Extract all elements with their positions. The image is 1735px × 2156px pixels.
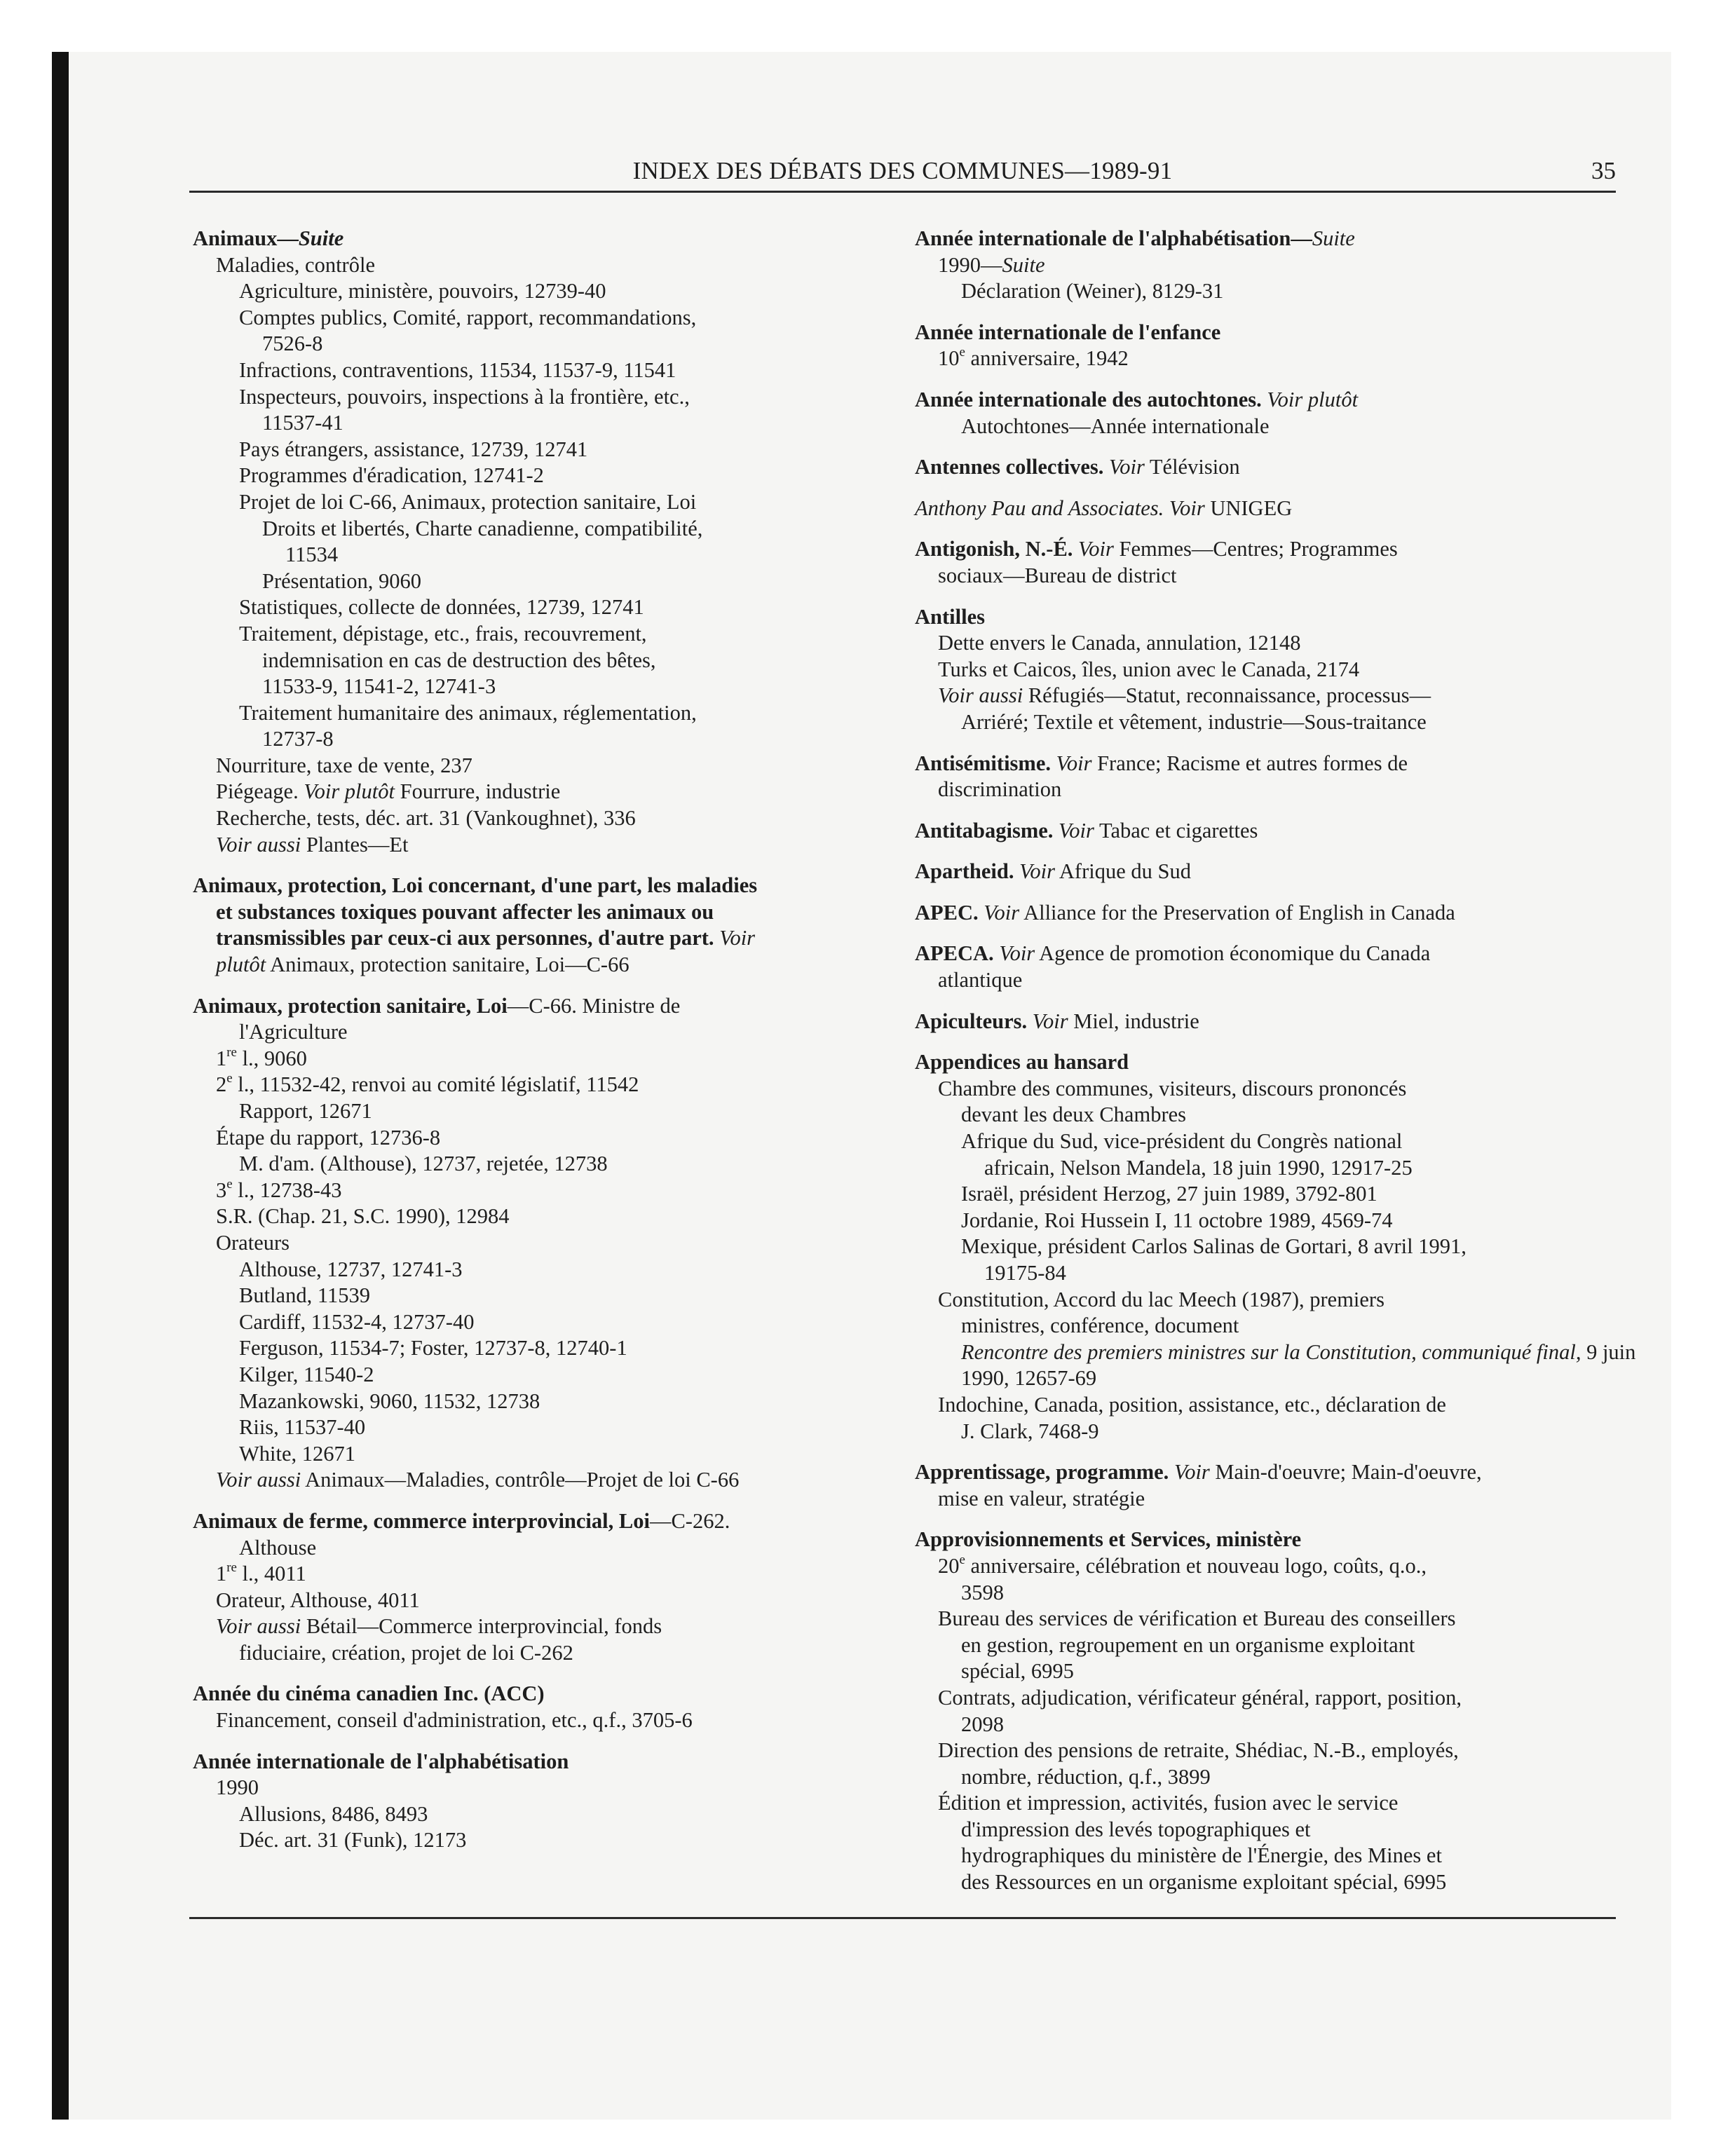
index-subentry: d'impression des levés topographiques et	[961, 1817, 1311, 1841]
index-subentry: l'Agriculture	[239, 1020, 348, 1044]
entry-text-run: Main-d'oeuvre; Main-d'oeuvre,	[1209, 1460, 1482, 1485]
index-subentry: Butland, 11539	[239, 1283, 370, 1308]
index-subentry: Autochtones—Année internationale	[961, 414, 1270, 438]
entry-text-run: Voir	[1078, 537, 1114, 561]
entry-text-run: Anthony Pau and Associates. Voir	[915, 496, 1205, 520]
index-subentry: 12737-8	[262, 727, 334, 751]
index-subentry: Pays étrangers, assistance, 12739, 12741	[239, 437, 588, 461]
index-subentry: Dette envers le Canada, annulation, 12148	[938, 631, 1301, 655]
index-subentry: 2098	[961, 1712, 1004, 1736]
page-header	[189, 156, 1616, 193]
index-heading	[193, 1681, 894, 1707]
entry-text-run: Fourrure, industrie	[394, 779, 561, 804]
index-subentry: Traitement, dépistage, etc., frais, recouvrement,	[239, 621, 647, 646]
entry-text-run: Voir aussi	[216, 1468, 301, 1492]
index-subentry	[193, 1178, 894, 1204]
entry-gap	[915, 803, 1616, 818]
index-subentry: Chambre des communes, visiteurs, discours prononcés	[938, 1076, 1407, 1100]
index-subentry: Édition et impression, activités, fusion avec le service	[938, 1791, 1399, 1815]
index-heading	[915, 320, 1616, 346]
entry-text-run: 1	[216, 1046, 227, 1070]
entry-text-run: Voir plutôt	[1267, 387, 1359, 411]
index-subentry: Kilger, 11540-2	[239, 1362, 374, 1386]
entry-text-run: e	[226, 1071, 233, 1086]
entry-text-run: 10	[938, 346, 960, 371]
entry-text-run: Apartheid.	[915, 859, 1020, 884]
entry-text-run: anniversaire, 1942	[965, 346, 1129, 371]
entry-text-run: Voir	[1173, 1460, 1210, 1485]
index-subentry	[915, 683, 1616, 709]
entry-text-run: Voir	[1059, 818, 1094, 842]
entry-gap	[915, 372, 1616, 387]
entry-text-run: Antigonish, N.-É.	[915, 537, 1079, 561]
index-subentry: mise en valeur, stratégie	[938, 1486, 1145, 1510]
entry-gap	[915, 1445, 1616, 1459]
index-heading	[915, 941, 1616, 967]
entry-text-run: Voir aussi	[938, 683, 1023, 708]
entry-text-run: Apiculteurs.	[915, 1009, 1033, 1033]
entry-text-run: Voir	[1019, 859, 1055, 884]
index-subentry: Étape du rapport, 12736-8	[216, 1125, 441, 1149]
entry-text-run: UNIGEG	[1204, 496, 1293, 520]
entry-gap	[915, 926, 1616, 941]
entry-text-run: Femmes—Centres; Programmes	[1113, 537, 1398, 561]
entry-text-run: Apprentissage, programme.	[915, 1460, 1174, 1485]
index-heading	[193, 1749, 894, 1775]
index-heading	[915, 818, 1616, 845]
entry-gap	[915, 844, 1616, 859]
entry-text-run: Antitabagisme.	[915, 818, 1059, 842]
entry-gap	[193, 1494, 894, 1508]
index-subentry: Infractions, contraventions, 11534, 11537-9, 11541	[239, 357, 676, 382]
entry-gap	[193, 1734, 894, 1749]
entry-text-run: 2	[216, 1072, 227, 1097]
index-subentry: devant les deux Chambres	[961, 1103, 1187, 1127]
entry-text-run: l., 4011	[236, 1562, 306, 1586]
index-subentry	[193, 1072, 894, 1098]
index-subentry	[915, 1553, 1616, 1580]
entry-gap	[915, 994, 1616, 1009]
index-subentry: Programmes d'éradication, 12741-2	[239, 463, 544, 488]
entry-text-run: Télévision	[1144, 455, 1240, 479]
index-heading	[915, 496, 1616, 522]
entry-text-run: Antennes collectives.	[915, 455, 1109, 479]
index-heading	[915, 751, 1616, 777]
entry-text-run: Réfugiés—Statut, reconnaissance, processus—	[1023, 683, 1431, 708]
index-subentry: Contrats, adjudication, vérificateur général, rapport, position,	[938, 1685, 1462, 1710]
index-subentry: Afrique du Sud, vice-président du Congrès national	[961, 1129, 1403, 1154]
entry-text-run: Année internationale de l'alphabétisation	[193, 1749, 569, 1773]
index-subentry: atlantique	[938, 968, 1023, 992]
index-subentry: en gestion, regroupement en un organisme exploitant	[961, 1632, 1415, 1657]
entry-gap	[193, 858, 894, 873]
index-subentry: Allusions, 8486, 8493	[239, 1801, 428, 1826]
entry-text-run: Voir	[1109, 455, 1145, 479]
entry-text-run: APECA.	[915, 941, 1000, 966]
entry-text-run: re	[226, 1560, 237, 1575]
entry-text-run: Alliance for the Preservation of English in Canada	[1019, 900, 1455, 925]
index-subentry: des Ressources en un organisme exploitant spécial, 6995	[961, 1870, 1447, 1895]
index-heading	[915, 454, 1616, 481]
index-subentry: Althouse, 12737, 12741-3	[239, 1257, 463, 1281]
index-heading	[193, 873, 894, 899]
index-subentry	[193, 832, 894, 859]
index-subentry	[915, 252, 1616, 279]
entry-text-run: 1990—	[938, 252, 1002, 277]
index-subentry: 11537-41	[262, 411, 343, 435]
index-subentry	[193, 779, 894, 805]
index-subentry	[193, 1613, 894, 1640]
index-heading	[915, 1527, 1616, 1553]
entry-text-run: Piégeage.	[216, 779, 304, 804]
index-heading	[915, 387, 1616, 414]
entry-text-run: —C-262.	[649, 1508, 730, 1533]
footer-rule	[189, 1917, 1616, 1919]
index-subentry	[193, 899, 894, 926]
entry-text-run: Rencontre des premiers ministres sur la Constitution, communiqué final,	[961, 1339, 1581, 1364]
entry-gap	[915, 481, 1616, 496]
entry-text-run: re	[226, 1044, 237, 1060]
index-subentry: Financement, conseil d'administration, etc., q.f., 3705-6	[216, 1708, 693, 1733]
entry-text-run: Voir	[984, 900, 1020, 925]
index-subentry: Mazankowski, 9060, 11532, 12738	[239, 1389, 540, 1413]
index-subentry: Riis, 11537-40	[239, 1415, 366, 1440]
entry-text-run: Antilles	[915, 604, 985, 629]
index-subentry	[193, 1467, 894, 1494]
index-subentry: hydrographiques du ministère de l'Énergie, des Mines et	[961, 1843, 1442, 1868]
entry-text-run: Voir	[719, 926, 756, 950]
index-heading	[915, 1459, 1616, 1486]
index-subentry: africain, Nelson Mandela, 18 juin 1990, 12917-25	[984, 1155, 1413, 1180]
entry-text-run: Année internationale de l'enfance	[915, 320, 1221, 344]
index-subentry	[193, 1046, 894, 1072]
index-heading	[193, 1508, 894, 1535]
entry-text-run: 9 juin	[1581, 1339, 1636, 1364]
index-subentry: S.R. (Chap. 21, S.C. 1990), 12984	[216, 1204, 510, 1229]
entry-gap	[915, 305, 1616, 320]
index-subentry: 19175-84	[984, 1261, 1066, 1285]
entry-text-run: France; Racisme et autres formes de	[1091, 751, 1408, 775]
index-subentry: 1990	[216, 1775, 259, 1800]
entry-gap	[915, 521, 1616, 536]
index-heading	[915, 226, 1616, 252]
entry-text-run: Animaux de ferme, commerce interprovincial, Loi	[193, 1508, 650, 1533]
index-heading	[915, 1009, 1616, 1035]
index-subentry: Déclaration (Weiner), 8129-31	[961, 279, 1224, 303]
entry-text-run: l., 9060	[236, 1046, 307, 1070]
index-heading	[193, 226, 894, 252]
index-subentry: ministres, conférence, document	[961, 1314, 1239, 1338]
entry-text-run: 20	[938, 1553, 960, 1578]
index-subentry: Statistiques, collecte de données, 12739, 12741	[239, 595, 644, 620]
entry-text-run: Antisémitisme.	[915, 751, 1056, 775]
index-subentry: Nourriture, taxe de vente, 237	[216, 753, 472, 777]
entry-text-run: Animaux—	[193, 226, 299, 250]
index-subentry: sociaux—Bureau de district	[938, 563, 1177, 587]
index-heading	[915, 1049, 1616, 1076]
entry-text-run: Année du cinéma canadien Inc. (ACC)	[193, 1681, 545, 1706]
index-subentry: indemnisation en cas de destruction des bêtes,	[262, 648, 656, 672]
index-subentry: 1990, 12657-69	[961, 1366, 1097, 1391]
index-subentry: Mexique, président Carlos Salinas de Gortari, 8 avril 1991,	[961, 1234, 1467, 1259]
entry-text-run: 3	[216, 1178, 227, 1202]
index-subentry	[193, 952, 894, 978]
index-subentry: Cardiff, 11532-4, 12737-40	[239, 1309, 475, 1334]
index-subentry: Recherche, tests, déc. art. 31 (Vankoughnet), 336	[216, 806, 636, 831]
index-heading	[915, 536, 1616, 563]
entry-text-run: l., 11532-42, renvoi au comité législatif, 11542	[232, 1072, 639, 1097]
entry-text-run: Voir plutôt	[304, 779, 395, 804]
entry-text-run: Voir aussi	[216, 1614, 301, 1639]
entry-text-run: plutôt	[216, 953, 266, 977]
entry-text-run: Animaux, protection sanitaire, Loi—C-66	[266, 953, 630, 977]
index-column-left	[193, 226, 894, 1854]
running-title: INDEX DES DÉBATS DES COMMUNES—1989-91	[632, 157, 1173, 184]
entry-gap	[193, 978, 894, 993]
entry-text-run: Bétail—Commerce interprovincial, fonds	[301, 1614, 662, 1639]
index-subentry: 11533-9, 11541-2, 12741-3	[262, 674, 496, 699]
index-subentry: Bureau des services de vérification et Bureau des conseillers	[938, 1606, 1456, 1631]
entry-gap	[193, 1666, 894, 1681]
index-subentry: Turks et Caicos, îles, union avec le Canada, 2174	[938, 657, 1360, 681]
entry-text-run: Année internationale des autochtones.	[915, 387, 1267, 411]
index-subentry: spécial, 6995	[961, 1659, 1074, 1684]
index-heading	[915, 859, 1616, 885]
entry-gap	[915, 1035, 1616, 1049]
index-subentry: 7526-8	[262, 332, 323, 356]
entry-text-run: Plantes—Et	[301, 832, 409, 857]
entry-text-run: e	[959, 345, 965, 360]
entry-gap	[915, 589, 1616, 604]
entry-text-run: —C-66. Ministre de	[507, 993, 681, 1018]
index-subentry: Orateurs	[216, 1230, 290, 1255]
index-subentry: Ferguson, 11534-7; Foster, 12737-8, 12740-1	[239, 1336, 627, 1360]
entry-text-run: Miel, industrie	[1068, 1009, 1199, 1033]
index-subentry: nombre, réduction, q.f., 3899	[961, 1764, 1211, 1789]
index-heading	[193, 993, 894, 1020]
index-subentry: Projet de loi C-66, Animaux, protection sanitaire, Loi	[239, 489, 697, 514]
index-heading	[915, 604, 1616, 631]
entry-text-run: e	[959, 1552, 965, 1567]
index-subentry: Comptes publics, Comité, rapport, recommandations,	[239, 305, 697, 329]
entry-text-run: Agence de promotion économique du Canada	[1035, 941, 1431, 966]
index-heading	[915, 900, 1616, 927]
entry-text-run: Approvisionnements et Services, ministère	[915, 1527, 1302, 1552]
entry-gap	[915, 439, 1616, 454]
index-subentry: 3598	[961, 1580, 1004, 1604]
index-subentry	[915, 1339, 1636, 1366]
index-subentry: J. Clark, 7468-9	[961, 1419, 1099, 1443]
entry-text-run: Voir	[1032, 1009, 1068, 1033]
index-subentry: Inspecteurs, pouvoirs, inspections à la frontière, etc.,	[239, 384, 690, 409]
entry-text-run: Animaux, protection sanitaire, Loi	[193, 993, 508, 1018]
index-subentry: Traitement humanitaire des animaux, réglementation,	[239, 700, 697, 725]
entry-gap	[915, 736, 1616, 751]
index-subentry: discrimination	[938, 777, 1062, 802]
index-subentry: Rapport, 12671	[239, 1099, 372, 1123]
entry-text-run: Voir	[999, 941, 1035, 966]
entry-text-run: transmissibles par ceux-ci aux personnes, d'autre part.	[216, 926, 720, 950]
entry-text-run: anniversaire, célébration et nouveau logo, coûts, q.o.,	[965, 1553, 1427, 1578]
index-subentry: M. d'am. (Althouse), 12737, rejetée, 12738	[239, 1152, 608, 1176]
entry-text-run: Afrique du Sud	[1054, 859, 1191, 884]
index-subentry: Israël, président Herzog, 27 juin 1989, 3792-801	[961, 1182, 1377, 1206]
index-subentry	[915, 346, 1616, 372]
entry-text-run: e	[226, 1176, 233, 1192]
index-subentry: White, 12671	[239, 1441, 356, 1466]
entry-text-run: Suite	[1312, 226, 1355, 250]
index-subentry: Direction des pensions de retraite, Shédiac, N.-B., employés,	[938, 1738, 1459, 1763]
index-subentry: Orateur, Althouse, 4011	[216, 1588, 420, 1612]
index-subentry: 11534	[285, 543, 339, 567]
index-subentry: Agriculture, ministère, pouvoirs, 12739-40	[239, 279, 606, 303]
entry-gap	[915, 885, 1616, 900]
entry-text-run: APEC.	[915, 900, 984, 925]
index-subentry: Constitution, Accord du lac Meech (1987), premiers	[938, 1287, 1384, 1311]
index-subentry: fiduciaire, création, projet de loi C-262	[239, 1640, 573, 1665]
entry-text-run: Suite	[1002, 252, 1045, 277]
entry-text-run: Animaux, protection, Loi concernant, d'une part, les maladies	[193, 873, 758, 898]
index-subentry: Droits et libertés, Charte canadienne, compatibilité,	[262, 516, 703, 540]
page-number: 35	[1591, 157, 1616, 184]
entry-text-run: Tabac et cigarettes	[1094, 818, 1258, 842]
index-subentry	[193, 1561, 894, 1588]
index-subentry: Arriéré; Textile et vêtement, industrie—Sous-traitance	[961, 709, 1427, 734]
index-column-right	[915, 226, 1636, 1896]
entry-text-run: Voir	[1056, 751, 1092, 775]
entry-text-run: Voir aussi	[216, 832, 301, 857]
entry-text-run: Suite	[298, 226, 344, 250]
index-subentry: Déc. art. 31 (Funk), 12173	[239, 1828, 467, 1853]
entry-text-run: et substances toxiques pouvant affecter les animaux ou	[216, 899, 714, 924]
index-subentry	[193, 925, 894, 952]
entry-gap	[915, 1512, 1616, 1527]
entry-text-run: Appendices au hansard	[915, 1050, 1129, 1074]
index-subentry: Maladies, contrôle	[216, 252, 375, 277]
index-subentry: Présentation, 9060	[262, 568, 422, 593]
binding-edge	[52, 52, 69, 2120]
index-subentry: Indochine, Canada, position, assistance, etc., déclaration de	[938, 1392, 1446, 1417]
entry-text-run: Animaux—Maladies, contrôle—Projet de loi C-66	[301, 1468, 740, 1492]
index-subentry: Althouse	[239, 1535, 317, 1560]
index-subentry: Jordanie, Roi Hussein I, 11 octobre 1989, 4569-74	[961, 1208, 1393, 1232]
entry-text-run: l., 12738-43	[232, 1178, 342, 1202]
entry-text-run: Année internationale de l'alphabétisation—	[915, 226, 1312, 250]
entry-text-run: 1	[216, 1562, 227, 1586]
